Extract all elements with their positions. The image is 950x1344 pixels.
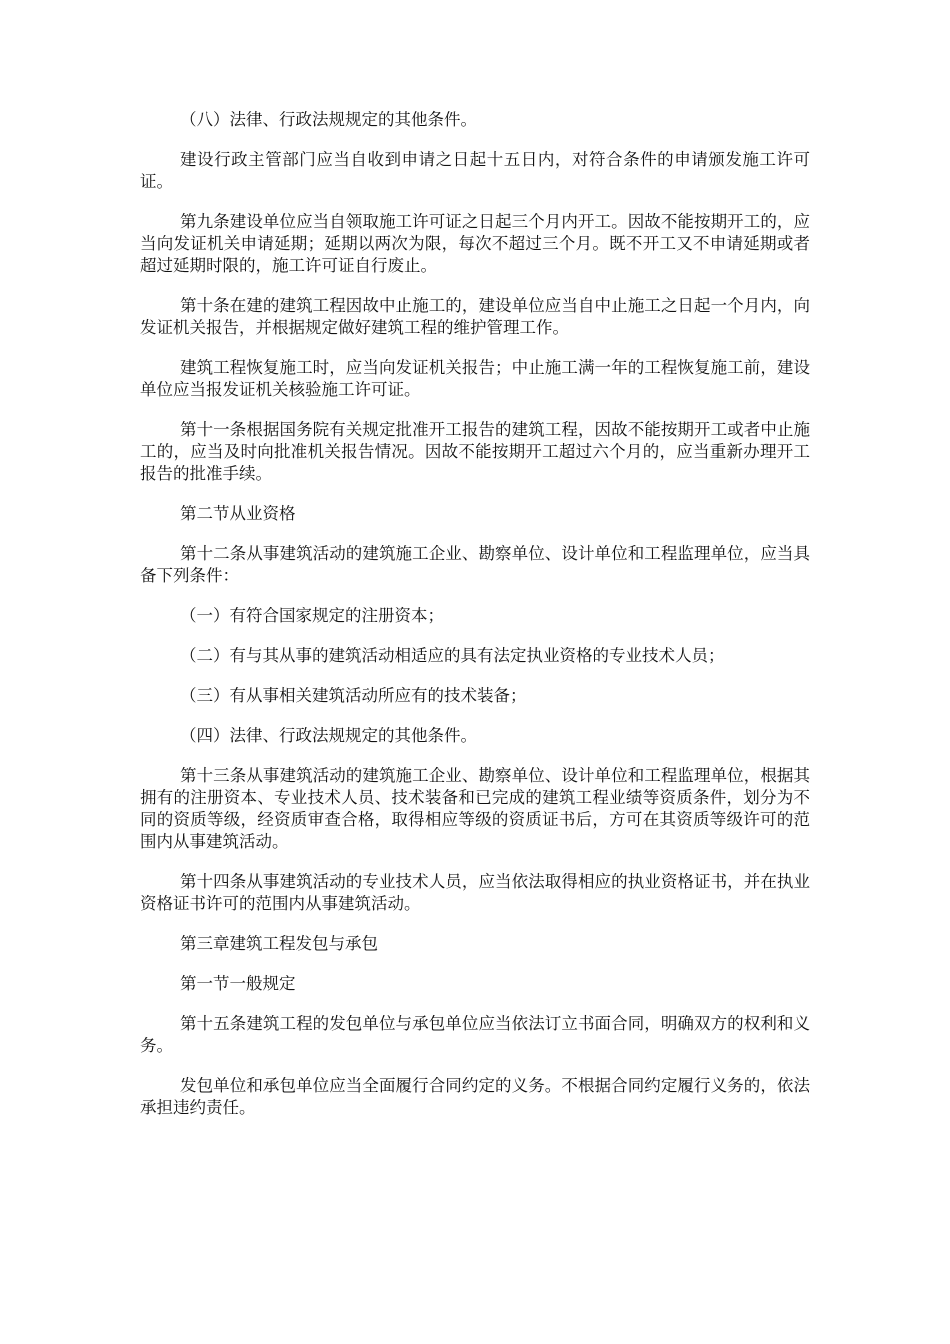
list-item-3: （三）有从事相关建筑活动所应有的技术装备； [180,686,527,705]
section-heading-qualification: 第二节从业资格 [180,504,296,523]
paragraph-article-10: 第十条在建的建筑工程因故中止施工的，建设单位应当自中止施工之日起一个月内，向发证机关报告，并根据规定做好建筑工程的维护管理工作。 [140,296,810,337]
chapter-heading-3: 第三章建筑工程发包与承包 [180,934,378,953]
paragraph-article-11: 第十一条根据国务院有关规定批准开工报告的建筑工程，因故不能按期开工或者中止施工的，应当及时向批准机关报告情况。因故不能按期开工超过六个月的，应当重新办理开工报告的批准手续。 [140,420,810,483]
paragraph-resume-construction: 建筑工程恢复施工时，应当向发证机关报告；中止施工满一年的工程恢复施工前，建设单位应当报发证机关核验施工许可证。 [140,358,810,399]
paragraph-article-15: 第十五条建筑工程的发包单位与承包单位应当依法订立书面合同，明确双方的权利和义务。 [140,1014,810,1055]
paragraph-article-9: 第九条建设单位应当自领取施工许可证之日起三个月内开工。因故不能按期开工的，应当向发证机关申请延期；延期以两次为限，每次不超过三个月。既不开工又不申请延期或者超过延期时限的，施工许可证自行废止。 [140,212,810,275]
section-heading-general: 第一节一般规定 [180,974,296,993]
paragraph-article-14: 第十四条从事建筑活动的专业技术人员，应当依法取得相应的执业资格证书，并在执业资格证书许可的范围内从事建筑活动。 [140,872,810,913]
list-item-4: （四）法律、行政法规规定的其他条件。 [180,726,477,745]
list-item-1: （一）有符合国家规定的注册资本； [180,606,444,625]
paragraph-contract-obligations: 发包单位和承包单位应当全面履行合同约定的义务。不根据合同约定履行义务的，依法承担违约责任。 [140,1076,810,1117]
document-page [140,109,810,1137]
list-item-2: （二）有与其从事的建筑活动相适应的具有法定执业资格的专业技术人员； [180,646,725,665]
paragraph-article-12: 第十二条从事建筑活动的建筑施工企业、勘察单位、设计单位和工程监理单位，应当具备下列条件： [140,544,810,585]
paragraph-article-13: 第十三条从事建筑活动的建筑施工企业、勘察单位、设计单位和工程监理单位，根据其拥有的注册资本、专业技术人员、技术装备和已完成的建筑工程业绩等资质条件，划分为不同的资质等级，经资质审查合格，取得相应等级的资质证书后，方可在其资质等级许可的范围内从事建筑活动。 [140,766,810,851]
paragraph-item-8-condition: （八）法律、行政法规规定的其他条件。 [180,110,477,129]
paragraph-permit-issuance: 建设行政主管部门应当自收到申请之日起十五日内，对符合条件的申请颁发施工许可证。 [140,150,810,191]
